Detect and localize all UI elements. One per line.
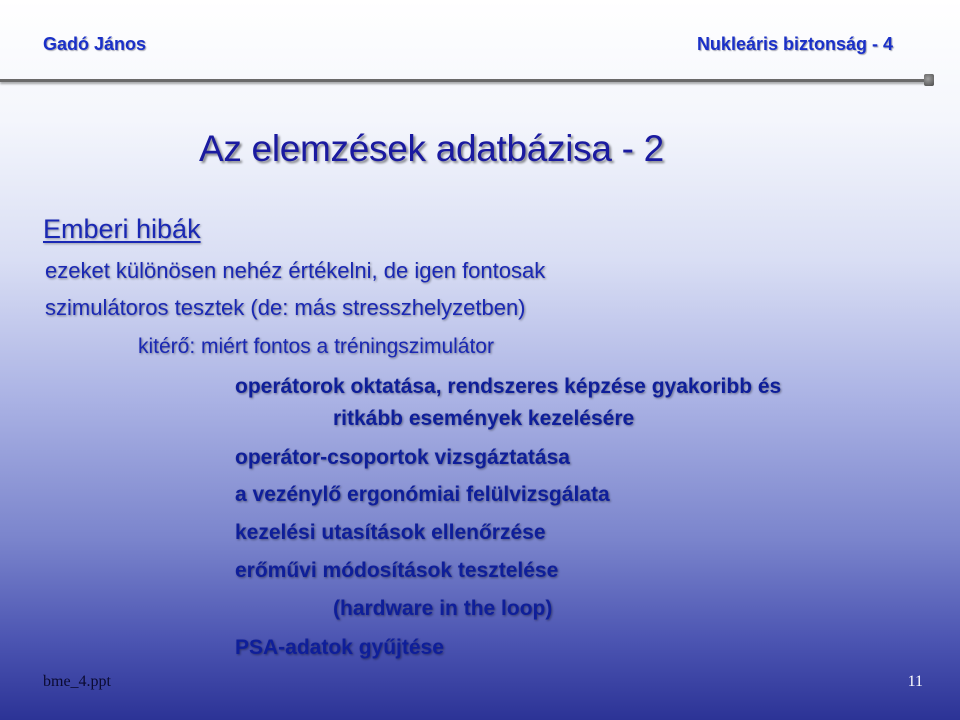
bullet-line-1: ezeket különösen nehéz értékelni, de igen fontosak [45, 258, 546, 283]
sub-sub-bullet-line-1: operátorok oktatása, rendszeres képzése gyakoribb és [235, 375, 782, 398]
bullet-line-2: szimulátoros tesztek (de: más stresszhelyzetben) [45, 295, 526, 320]
sub-sub-bullet-line-6: PSA-adatok gyűjtése [235, 636, 444, 659]
sub-sub-bullet-line-5: erőművi módosítások tesztelése [235, 559, 559, 582]
sub-bullet-line-1: kitérő: miért fontos a tréningszimulátor [138, 335, 494, 358]
header-divider [0, 79, 928, 82]
sub-sub-bullet-line-2: operátor-csoportok vizsgáztatása [235, 446, 570, 469]
sub-sub-bullet-line-4: kezelési utasítások ellenőrzése [235, 521, 546, 544]
sub-sub-bullet-line-5-cont: (hardware in the loop) [333, 597, 553, 620]
sub-sub-bullet-line-3: a vezénylő ergonómiai felülvizsgálata [235, 483, 610, 506]
header-divider-cap [924, 74, 934, 86]
sub-sub-bullet-line-1-cont: ritkább események kezelésére [333, 407, 635, 430]
slide-title: Az elemzések adatbázisa - 2 [199, 128, 664, 169]
author-header: Gadó János [43, 34, 147, 54]
course-header: Nukleáris biztonság - 4 [696, 34, 893, 54]
section-heading: Emberi hibák [43, 214, 201, 244]
footer-filename: bme_4.ppt [43, 673, 111, 690]
page-number: 11 [907, 673, 923, 690]
